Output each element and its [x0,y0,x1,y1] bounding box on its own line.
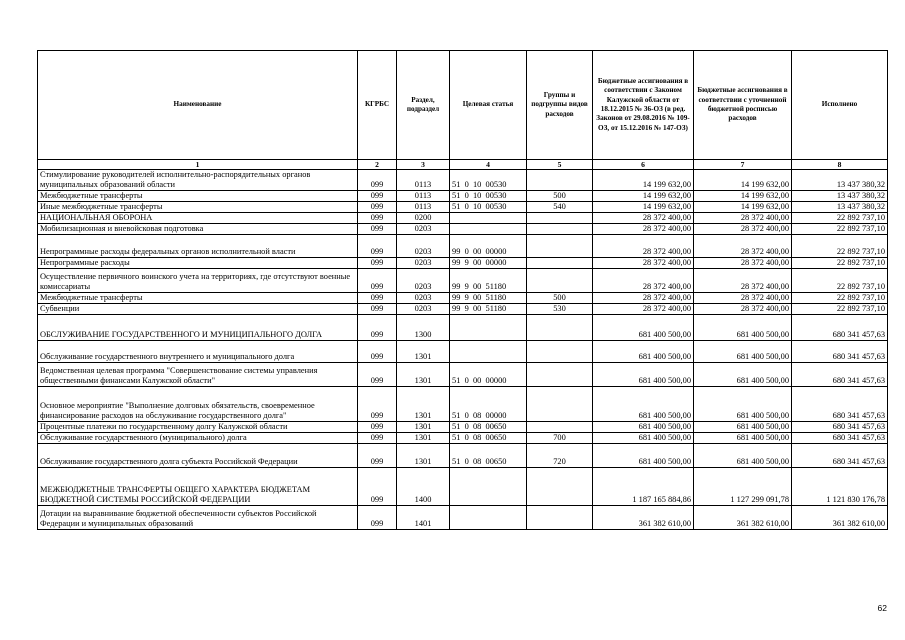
row-section: 0203 [397,304,450,315]
row-law: 681 400 500,00 [593,363,694,387]
row-law: 28 372 400,00 [593,224,694,235]
row-executed: 22 892 737,10 [792,304,888,315]
row-law: 14 199 632,00 [593,170,694,191]
row-kgrbs: 099 [358,422,397,433]
row-target: 51 0 00 00000 [450,363,527,387]
column-number-row [38,160,888,170]
row-target: 51 0 08 00650 [450,422,527,433]
row-executed: 361 382 610,00 [792,506,888,530]
row-law: 28 372 400,00 [593,304,694,315]
header-groups: Группы и подгруппы видов расходов [527,51,593,160]
row-executed: 680 341 457,63 [792,387,888,422]
row-law: 681 400 500,00 [593,433,694,444]
col-number: 5 [527,160,593,170]
row-section: 1400 [397,468,450,506]
row-group: 700 [527,433,593,444]
row-law: 28 372 400,00 [593,235,694,258]
row-refined: 28 372 400,00 [694,224,792,235]
row-kgrbs: 099 [358,170,397,191]
row-kgrbs: 099 [358,387,397,422]
row-refined: 681 400 500,00 [694,363,792,387]
row-law: 28 372 400,00 [593,258,694,269]
row-name: Основное мероприятие "Выполнение долговых обязательств, своевременное финансирование расходов на обслуживание государственного долга" [38,387,358,422]
row-refined: 14 199 632,00 [694,202,792,213]
row-kgrbs: 099 [358,269,397,293]
row-group [527,422,593,433]
row-target: 51 0 08 00650 [450,444,527,468]
row-executed: 680 341 457,63 [792,363,888,387]
row-group: 500 [527,293,593,304]
row-target: 99 9 00 00000 [450,258,527,269]
row-target [450,213,527,224]
table-row [38,363,888,387]
col-number: 2 [358,160,397,170]
row-kgrbs: 099 [358,444,397,468]
row-group: 500 [527,191,593,202]
col-number: 8 [792,160,888,170]
row-name: ОБСЛУЖИВАНИЕ ГОСУДАРСТВЕННОГО И МУНИЦИПАЛЬНОГО ДОЛГА [38,315,358,341]
row-kgrbs: 099 [358,191,397,202]
row-refined: 681 400 500,00 [694,422,792,433]
row-kgrbs: 099 [358,341,397,363]
row-kgrbs: 099 [358,293,397,304]
row-law: 681 400 500,00 [593,444,694,468]
table-row [38,341,888,363]
row-name: Непрограммные расходы федеральных органов исполнительной власти [38,235,358,258]
row-section: 0113 [397,202,450,213]
header-name: Наименование [38,51,358,160]
row-group [527,258,593,269]
row-executed: 1 121 830 176,78 [792,468,888,506]
row-kgrbs: 099 [358,468,397,506]
row-group: 530 [527,304,593,315]
row-section: 0203 [397,293,450,304]
row-section: 1301 [397,387,450,422]
header-target: Целевая статья [450,51,527,160]
row-group [527,468,593,506]
row-law: 14 199 632,00 [593,191,694,202]
row-target: 51 0 10 00530 [450,191,527,202]
row-section: 0203 [397,235,450,258]
row-section: 1301 [397,444,450,468]
row-target: 99 9 00 51180 [450,269,527,293]
row-name: Обслуживание государственного долга субъекта Российской Федерации [38,444,358,468]
header-section: Раздел, подраздел [397,51,450,160]
row-group: 720 [527,444,593,468]
budget-table [37,50,888,530]
header-refined: Бюджетные ассигнования в соответствии с уточненной бюджетной росписью расходов [694,51,792,160]
table-row [38,293,888,304]
row-name: Межбюджетные трансферты [38,191,358,202]
col-number: 4 [450,160,527,170]
row-section: 0113 [397,191,450,202]
row-section: 1301 [397,341,450,363]
col-number: 7 [694,160,792,170]
row-name: НАЦИОНАЛЬНАЯ ОБОРОНА [38,213,358,224]
row-executed: 22 892 737,10 [792,224,888,235]
row-target: 51 0 10 00530 [450,170,527,191]
table-row [38,433,888,444]
row-group: 540 [527,202,593,213]
row-executed: 22 892 737,10 [792,213,888,224]
row-law: 28 372 400,00 [593,293,694,304]
header-row [38,51,888,160]
row-refined: 28 372 400,00 [694,269,792,293]
table-row [38,224,888,235]
table-row [38,422,888,433]
row-executed: 680 341 457,63 [792,444,888,468]
row-name: Обслуживание государственного (муниципального) долга [38,433,358,444]
row-refined: 361 382 610,00 [694,506,792,530]
row-executed: 22 892 737,10 [792,258,888,269]
header-law: Бюджетные ассигнования в соответствии с Законом Калужской области от 18.12.2015 № 36-ОЗ (в ред. Законов от 29.08.2016 № 109-ОЗ, от 15.12.2016 № 147-ОЗ) [593,51,694,160]
table-row [38,468,888,506]
row-target: 99 9 00 51180 [450,293,527,304]
row-group [527,315,593,341]
row-refined: 28 372 400,00 [694,258,792,269]
table-row [38,235,888,258]
row-kgrbs: 099 [358,433,397,444]
row-kgrbs: 099 [358,315,397,341]
row-target: 51 0 08 00650 [450,433,527,444]
row-law: 681 400 500,00 [593,315,694,341]
row-refined: 681 400 500,00 [694,444,792,468]
table-row [38,191,888,202]
row-refined: 28 372 400,00 [694,235,792,258]
row-target [450,341,527,363]
row-kgrbs: 099 [358,202,397,213]
row-section: 0113 [397,170,450,191]
row-name: Обслуживание государственного внутреннего и муниципального долга [38,341,358,363]
row-refined: 28 372 400,00 [694,304,792,315]
row-name: Ведомственная целевая программа "Совершенствование системы управления общественными финансами Калужской области" [38,363,358,387]
row-refined: 681 400 500,00 [694,433,792,444]
row-executed: 680 341 457,63 [792,433,888,444]
row-section: 1301 [397,433,450,444]
row-name: Мобилизационная и вневойсковая подготовка [38,224,358,235]
row-refined: 681 400 500,00 [694,341,792,363]
row-refined: 28 372 400,00 [694,213,792,224]
row-name: Межбюджетные трансферты [38,293,358,304]
row-executed: 22 892 737,10 [792,293,888,304]
row-target: 51 0 08 00000 [450,387,527,422]
table-row [38,304,888,315]
row-refined: 14 199 632,00 [694,170,792,191]
row-kgrbs: 099 [358,224,397,235]
table-row [38,444,888,468]
row-kgrbs: 099 [358,506,397,530]
row-name: Субвенции [38,304,358,315]
table-row [38,315,888,341]
row-law: 28 372 400,00 [593,213,694,224]
row-name: Иные межбюджетные трансферты [38,202,358,213]
page-number: 62 [877,603,887,613]
row-law: 681 400 500,00 [593,387,694,422]
row-executed: 13 437 380,32 [792,170,888,191]
table-row [38,387,888,422]
row-section: 1300 [397,315,450,341]
row-group [527,235,593,258]
row-target: 99 9 00 51180 [450,304,527,315]
table-row [38,258,888,269]
table-row [38,202,888,213]
row-target [450,224,527,235]
row-group [527,363,593,387]
row-executed: 13 437 380,32 [792,202,888,213]
table-row [38,170,888,191]
row-executed: 22 892 737,10 [792,269,888,293]
row-name: Стимулирование руководителей исполнительно-распорядительных органов муниципальных образований области [38,170,358,191]
row-refined: 681 400 500,00 [694,387,792,422]
row-name: МЕЖБЮДЖЕТНЫЕ ТРАНСФЕРТЫ ОБЩЕГО ХАРАКТЕРА БЮДЖЕТАМ БЮДЖЕТНОЙ СИСТЕМЫ РОССИЙСКОЙ ФЕДЕРАЦИИ [38,468,358,506]
row-law: 28 372 400,00 [593,269,694,293]
row-law: 681 400 500,00 [593,341,694,363]
row-section: 0203 [397,224,450,235]
row-section: 0203 [397,269,450,293]
row-law: 14 199 632,00 [593,202,694,213]
row-refined: 14 199 632,00 [694,191,792,202]
row-law: 1 187 165 884,86 [593,468,694,506]
row-law: 681 400 500,00 [593,422,694,433]
row-target: 99 0 00 00000 [450,235,527,258]
row-target [450,506,527,530]
row-kgrbs: 099 [358,304,397,315]
row-refined: 1 127 299 091,78 [694,468,792,506]
row-target: 51 0 10 00530 [450,202,527,213]
row-group [527,506,593,530]
table-row [38,213,888,224]
row-kgrbs: 099 [358,258,397,269]
row-name: Осуществление первичного воинского учета на территориях, где отсутствуют военные комиссариаты [38,269,358,293]
row-kgrbs: 099 [358,235,397,258]
row-executed: 680 341 457,63 [792,422,888,433]
row-section: 0200 [397,213,450,224]
row-group [527,213,593,224]
header-kgrbs: КГРБС [358,51,397,160]
row-kgrbs: 099 [358,213,397,224]
header-executed: Исполнено [792,51,888,160]
col-number: 3 [397,160,450,170]
row-executed: 680 341 457,63 [792,341,888,363]
row-target [450,315,527,341]
row-target [450,468,527,506]
row-law: 361 382 610,00 [593,506,694,530]
table-row [38,506,888,530]
row-executed: 680 341 457,63 [792,315,888,341]
row-refined: 681 400 500,00 [694,315,792,341]
row-name: Непрограммные расходы [38,258,358,269]
row-section: 1301 [397,422,450,433]
row-executed: 13 437 380,32 [792,191,888,202]
col-number: 6 [593,160,694,170]
row-section: 0203 [397,258,450,269]
row-name: Дотации на выравнивание бюджетной обеспеченности субъектов Российской Федерации и муниципальных образований [38,506,358,530]
row-group [527,269,593,293]
row-section: 1301 [397,363,450,387]
row-executed: 22 892 737,10 [792,235,888,258]
row-group [527,387,593,422]
row-section: 1401 [397,506,450,530]
row-group [527,224,593,235]
row-group [527,341,593,363]
col-number: 1 [38,160,358,170]
table-row [38,269,888,293]
row-kgrbs: 099 [358,363,397,387]
row-group [527,170,593,191]
row-name: Процентные платежи по государственному долгу Калужской области [38,422,358,433]
row-refined: 28 372 400,00 [694,293,792,304]
